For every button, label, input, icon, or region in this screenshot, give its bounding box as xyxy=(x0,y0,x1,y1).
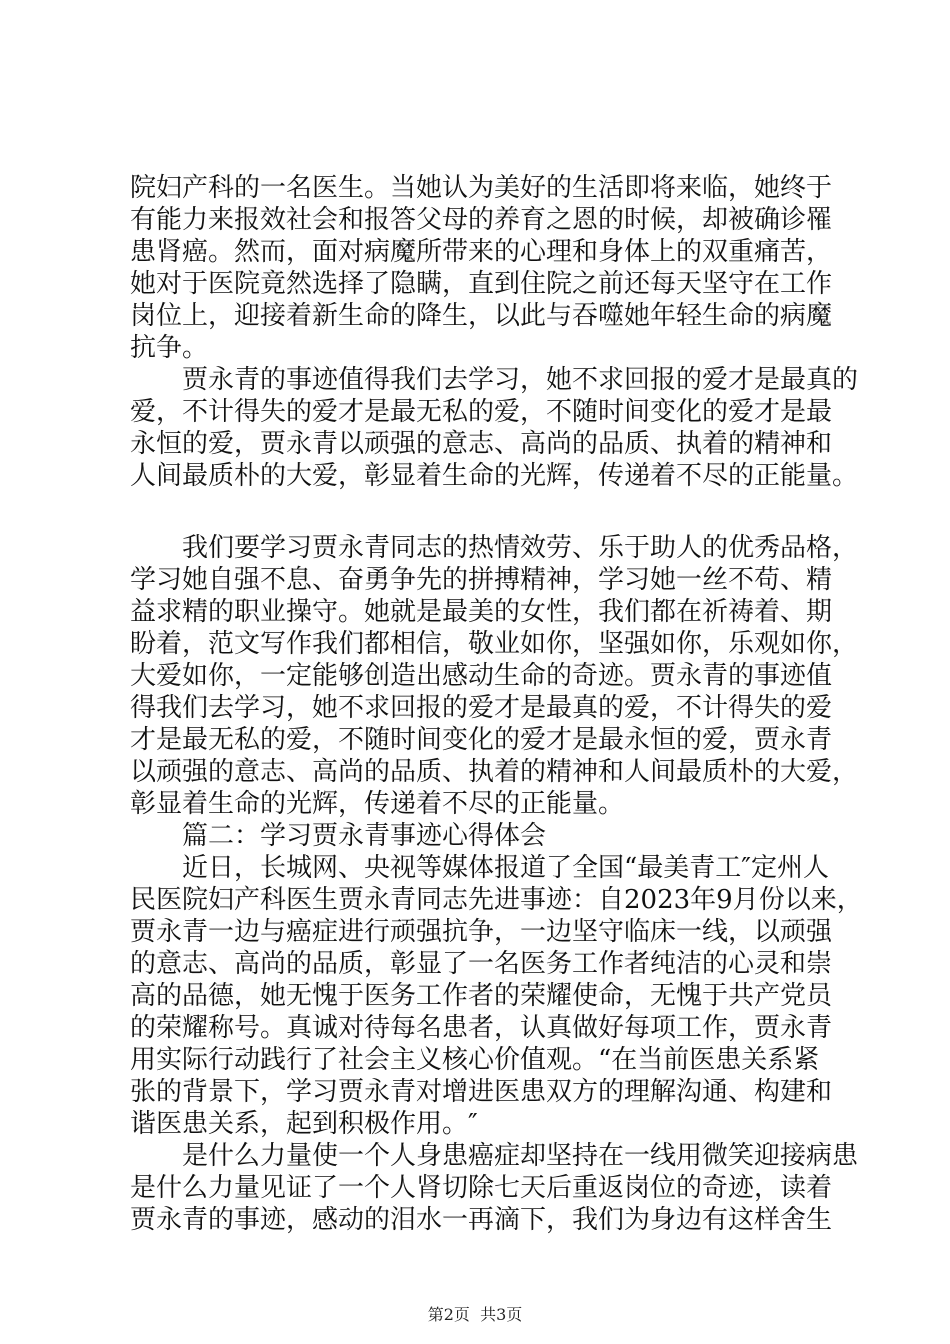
text-line: 抗争。 xyxy=(130,333,209,363)
page-footer xyxy=(0,1304,950,1326)
text-line: 是什么力量使一个人身患癌症却坚持在一线用微笑迎接病患 xyxy=(130,1141,859,1171)
text-line: 有能力来报效社会和报答父母的养育之恩的时候，却被确诊罹 xyxy=(130,205,833,235)
text-line: 张的背景下，学习贾永青对增进医患双方的理解沟通、构建和 xyxy=(130,1077,833,1107)
text-line: 我们要学习贾永青同志的热情效劳、乐于助人的优秀品格， xyxy=(130,533,859,563)
text-line: 人间最质朴的大爱，彰显着生命的光辉，传递着不尽的正能量。 xyxy=(130,461,859,491)
text-line: 彰显着生命的光辉，传递着不尽的正能量。 xyxy=(130,789,625,819)
text-line: 岗位上，迎接着新生命的降生，以此与吞噬她年轻生命的病魔 xyxy=(130,301,833,331)
text-line: 用实际行动践行了社会主义核心价值观。“在当前医患关系紧 xyxy=(130,1045,820,1075)
text-line: 永恒的爱，贾永青以顽强的意志、高尚的品质、执着的精神和 xyxy=(130,429,833,459)
text-line: 盼着，范文写作我们都相信，敬业如你，坚强如你，乐观如你， xyxy=(130,629,859,659)
text-line: 贾永青一边与癌症进行顽强抗争，一边坚守临床一线，以顽强 xyxy=(130,917,833,947)
text-line: 得我们去学习，她不求回报的爱才是最真的爱，不计得失的爱 xyxy=(130,693,833,723)
text-line: 贾永青的事迹，感动的泪水一再滴下，我们为身边有这样舍生 xyxy=(130,1205,833,1235)
text-line: 她对于医院竟然选择了隐瞒，直到住院之前还每天坚守在工作 xyxy=(130,269,833,299)
text-line: 学习她自强不息、奋勇争先的拼搏精神，学习她一丝不苟、精 xyxy=(130,565,833,595)
text-line: 民医院妇产科医生贾永青同志先进事迹：自2023年9月份以来， xyxy=(130,885,863,915)
text-line: 的荣耀称号。真诚对待每名患者，认真做好每项工作，贾永青 xyxy=(130,1013,833,1043)
section-heading: 篇二：学习贾永青事迹心得体会 xyxy=(130,821,547,851)
text-line: 谐医患关系，起到积极作用。″ xyxy=(130,1109,478,1139)
text-line: 以顽强的意志、高尚的品质、执着的精神和人间最质朴的大爱， xyxy=(130,757,859,787)
page-number-label: 第2页 共3页 xyxy=(427,1305,523,1324)
text-line: 爱，不计得失的爱才是最无私的爱，不随时间变化的爱才是最 xyxy=(130,397,833,427)
text-line: 患肾癌。然而，面对病魔所带来的心理和身体上的双重痛苦， xyxy=(130,237,833,267)
text-line: 的意志、高尚的品质，彰显了一名医务工作者纯洁的心灵和崇 xyxy=(130,949,833,979)
text-line: 大爱如你，一定能够创造出感动生命的奇迹。贾永青的事迹值 xyxy=(130,661,833,691)
text-line: 益求精的职业操守。她就是最美的女性，我们都在祈祷着、期 xyxy=(130,597,833,627)
text-line: 才是最无私的爱，不随时间变化的爱才是最永恒的爱，贾永青 xyxy=(130,725,833,755)
text-line: 院妇产科的一名医生。当她认为美好的生活即将来临，她终于 xyxy=(130,173,833,203)
text-line: 高的品德，她无愧于医务工作者的荣耀使命，无愧于共产党员 xyxy=(130,981,833,1011)
text-line: 近日，长城网、央视等媒体报道了全国“最美青工″定州人 xyxy=(130,853,830,883)
text-line: 是什么力量见证了一个人肾切除七天后重返岗位的奇迹，读着 xyxy=(130,1173,833,1203)
text-line: 贾永青的事迹值得我们去学习，她不求回报的爱才是最真的 xyxy=(130,365,859,395)
